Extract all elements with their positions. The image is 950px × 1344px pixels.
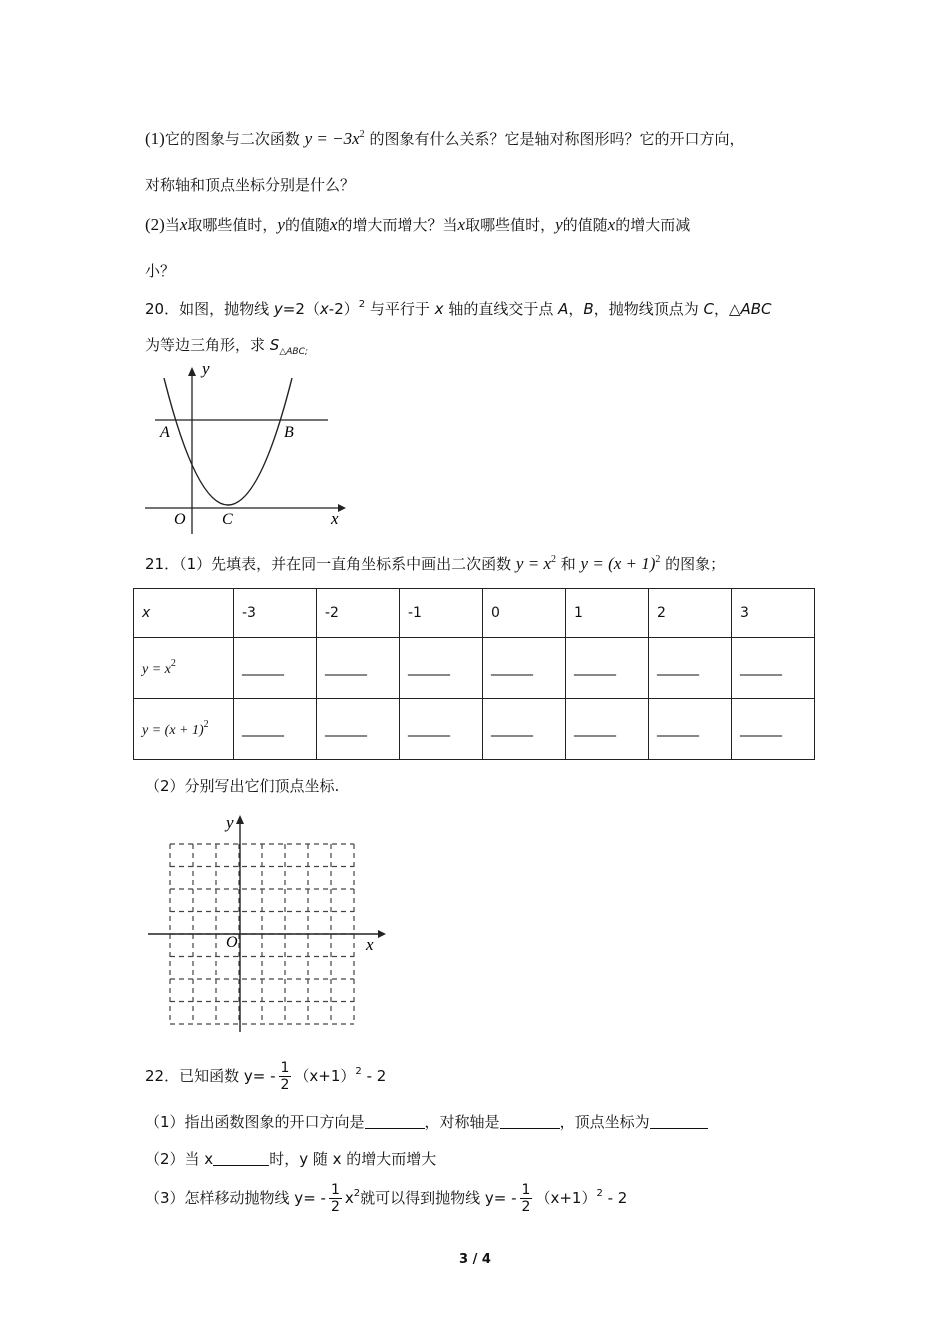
grid-label-y: y	[226, 813, 234, 832]
q19-part2-label: (2)	[145, 215, 165, 234]
table-x-value: 1	[566, 589, 649, 638]
q22-p3-frac1-den: 2	[330, 1199, 340, 1215]
q19-p2-f: 的值随	[562, 216, 608, 234]
q19-p2-y1: y	[277, 215, 285, 234]
q19-p2-x3: x	[457, 215, 466, 234]
q20-text-c: 轴的直线交于点	[443, 300, 559, 318]
q20-tri: ABC	[740, 300, 772, 318]
q20-text-b: 与平行于	[365, 300, 435, 318]
page-number: 3 / 4	[459, 1252, 491, 1267]
q22-p3-c: 就可以得到抛物线 y= -	[360, 1189, 517, 1207]
q20-area-s: S	[269, 336, 280, 354]
q21-text-a: （1）先填表，并在同一直角坐标系中画出二次函数	[179, 555, 516, 573]
q19-formula	[305, 129, 365, 148]
table-blank-cell[interactable]: ______	[317, 638, 400, 699]
row1-label-exp: 2	[170, 658, 176, 669]
fig-label-x: x	[331, 509, 339, 528]
q22-p3-frac2-den: 2	[521, 1199, 531, 1215]
q22-p1-a: （1）指出函数图象的开口方向是	[145, 1113, 365, 1131]
q22-p1-c: ，顶点坐标为	[559, 1113, 650, 1131]
q22-p3-b: x	[344, 1189, 354, 1207]
q19-p2-y2: y	[555, 215, 563, 234]
table-blank-cell[interactable]: ______	[234, 638, 317, 699]
q21-formula1-lhs: y = x	[515, 554, 551, 573]
q22-number: 22．	[145, 1067, 180, 1085]
q20-sep2: ，△	[713, 300, 741, 318]
axis-of-symmetry-blank[interactable]	[500, 1114, 560, 1129]
fig-x-arrow	[338, 504, 346, 512]
q22-p3-d: （x+1）	[535, 1189, 597, 1207]
q22-p3-exp: 2	[353, 1188, 361, 1199]
q19-part1-label: (1)	[145, 129, 165, 148]
q21-formula1	[516, 554, 556, 573]
row2-label-text: y = (x + 1)	[142, 723, 204, 738]
table-row-label	[134, 699, 234, 760]
table-blank-cell[interactable]: ______	[483, 699, 566, 760]
q22-fraction	[279, 1060, 292, 1093]
q22-p1-b: ，对称轴是	[424, 1113, 500, 1131]
q20-number: 20．	[145, 300, 180, 318]
table-blank-cell[interactable]: ______	[483, 638, 566, 699]
q21-formula2-lhs: y =	[580, 554, 609, 573]
grid-x-arrow	[378, 930, 386, 938]
table-header-x: x	[134, 589, 234, 638]
q22-p3-fraction2	[520, 1182, 533, 1215]
increasing-range-blank[interactable]	[213, 1151, 269, 1166]
q19-p2-x1: x	[179, 215, 188, 234]
fig-label-a: A	[160, 424, 170, 441]
q21-formula2-exp: 2	[655, 554, 661, 565]
q22-text-a: 已知函数 y= -	[179, 1067, 276, 1085]
q19-part1-line2: 对称轴和顶点坐标分别是什么？	[145, 176, 356, 194]
q19-part1-line1	[145, 128, 744, 149]
table-blank-cell[interactable]: ______	[566, 638, 649, 699]
q21-formula1-exp: 2	[550, 554, 556, 565]
fig-label-y: y	[202, 362, 210, 378]
q19-p2-a: 当	[164, 216, 180, 234]
q19-formula-lhs: y = −3x	[304, 129, 360, 148]
table-blank-cell[interactable]: ______	[400, 638, 483, 699]
table-blank-cell[interactable]: ______	[317, 699, 400, 760]
table-blank-cell[interactable]: ______	[649, 699, 732, 760]
table-x-value: 2	[649, 589, 732, 638]
q22-p3-frac2-num: 1	[521, 1182, 531, 1198]
q20-area-sub: △ABC;	[279, 347, 308, 357]
q22-exp: 2	[355, 1066, 362, 1077]
fig-parabola	[164, 378, 292, 505]
q22-frac-den: 2	[280, 1077, 290, 1093]
parabola-figure	[140, 362, 355, 534]
q20-sep1: ，	[568, 300, 584, 318]
q20-text-d: ，抛物线顶点为	[593, 300, 704, 318]
q22-p2-b: 时，y 随 x 的增大而增大	[269, 1150, 437, 1168]
q19-p2-x2: x	[329, 215, 338, 234]
q22-p3-exp2: 2	[596, 1188, 603, 1199]
fig-y-arrow	[188, 367, 196, 376]
table-row	[134, 699, 815, 760]
q19-part1-text-a: 它的图象与二次函数	[164, 130, 300, 148]
table-blank-cell[interactable]: ______	[234, 699, 317, 760]
q21-formula2-inner: (x + 1)	[608, 554, 656, 573]
row2-label-exp: 2	[203, 719, 209, 730]
table-x-value: 3	[732, 589, 815, 638]
table-x-value: -3	[234, 589, 317, 638]
q20-line2-text: 为等边三角形，求	[145, 336, 270, 354]
table-x-value: -2	[317, 589, 400, 638]
q22-p2-a: （2）当 x	[145, 1150, 214, 1168]
grid-label-o: O	[226, 934, 238, 951]
table-header-row	[134, 589, 815, 638]
q20-line1	[145, 298, 772, 319]
q22-p3-a: （3）怎样移动抛物线 y= -	[145, 1189, 326, 1207]
q22-text-b: （x+1）	[294, 1067, 356, 1085]
q19-p2-c: 的值随	[284, 216, 330, 234]
q20-eq-a: =2（	[282, 300, 320, 318]
q19-p2-d: 的增大而增大？当	[337, 216, 458, 234]
q19-formula-exp: 2	[359, 129, 365, 140]
coordinate-grid	[140, 810, 395, 1035]
table-x-value: 0	[483, 589, 566, 638]
q21-part2: （2）分别写出它们顶点坐标.	[145, 777, 340, 795]
q22-part2	[145, 1148, 436, 1169]
q22-text-c: - 2	[361, 1067, 387, 1085]
q19-part2-line1	[145, 214, 690, 235]
grid-label-x: x	[366, 935, 374, 954]
q19-part1-text-b: 的图象有什么关系？它是轴对称图形吗？它的开口方向，	[369, 130, 745, 148]
q22-p3-frac1-num: 1	[330, 1182, 340, 1198]
q22-line1	[145, 1060, 386, 1093]
q21-text-b: 的图象；	[660, 555, 726, 573]
fig-label-c: C	[222, 511, 233, 528]
vertex-blank[interactable]	[650, 1114, 708, 1129]
q20-line2	[145, 334, 308, 357]
table-blank-cell[interactable]: ______	[732, 699, 815, 760]
table-blank-cell[interactable]: ______	[732, 638, 815, 699]
q21-number: 21．	[145, 555, 180, 573]
q20-var-x: x	[434, 300, 444, 318]
table-x-value: -1	[400, 589, 483, 638]
grid-y-arrow	[236, 815, 244, 824]
q21-and: 和	[555, 555, 581, 573]
opening-direction-blank[interactable]	[365, 1114, 425, 1129]
q21-line1	[145, 553, 725, 574]
table-blank-cell[interactable]: ______	[400, 699, 483, 760]
row1-label-text: y = x	[142, 662, 171, 677]
q19-p2-x4: x	[607, 215, 616, 234]
q20-eq-b: -2）	[328, 300, 359, 318]
q22-part3	[145, 1182, 627, 1215]
q19-p2-g: 的增大而减	[615, 216, 691, 234]
q20-eq-y: y	[273, 300, 283, 318]
q19-p2-e: 取哪些值时，	[465, 216, 556, 234]
q20-pt-a: A	[558, 300, 569, 318]
q19-p2-b: 取哪些值时，	[187, 216, 278, 234]
q22-frac-num: 1	[280, 1060, 290, 1076]
table-row-label	[134, 638, 234, 699]
q20-pt-c: C	[703, 300, 714, 318]
q21-formula2	[581, 554, 661, 573]
q22-p3-e: - 2	[602, 1189, 628, 1207]
q20-eq-exp: 2	[358, 299, 366, 310]
table-row	[134, 638, 815, 699]
value-table	[133, 588, 815, 760]
q22-p3-fraction1	[329, 1182, 342, 1215]
q20-pt-b: B	[583, 300, 594, 318]
table-blank-cell[interactable]: ______	[566, 699, 649, 760]
q19-part2-line2: 小？	[145, 262, 176, 280]
table-blank-cell[interactable]: ______	[649, 638, 732, 699]
fig-label-o: O	[174, 511, 186, 528]
fig-label-b: B	[284, 424, 294, 441]
q22-part1	[145, 1111, 708, 1132]
q20-eq-x: x	[319, 300, 329, 318]
q20-text-a: 如图，抛物线	[179, 300, 274, 318]
